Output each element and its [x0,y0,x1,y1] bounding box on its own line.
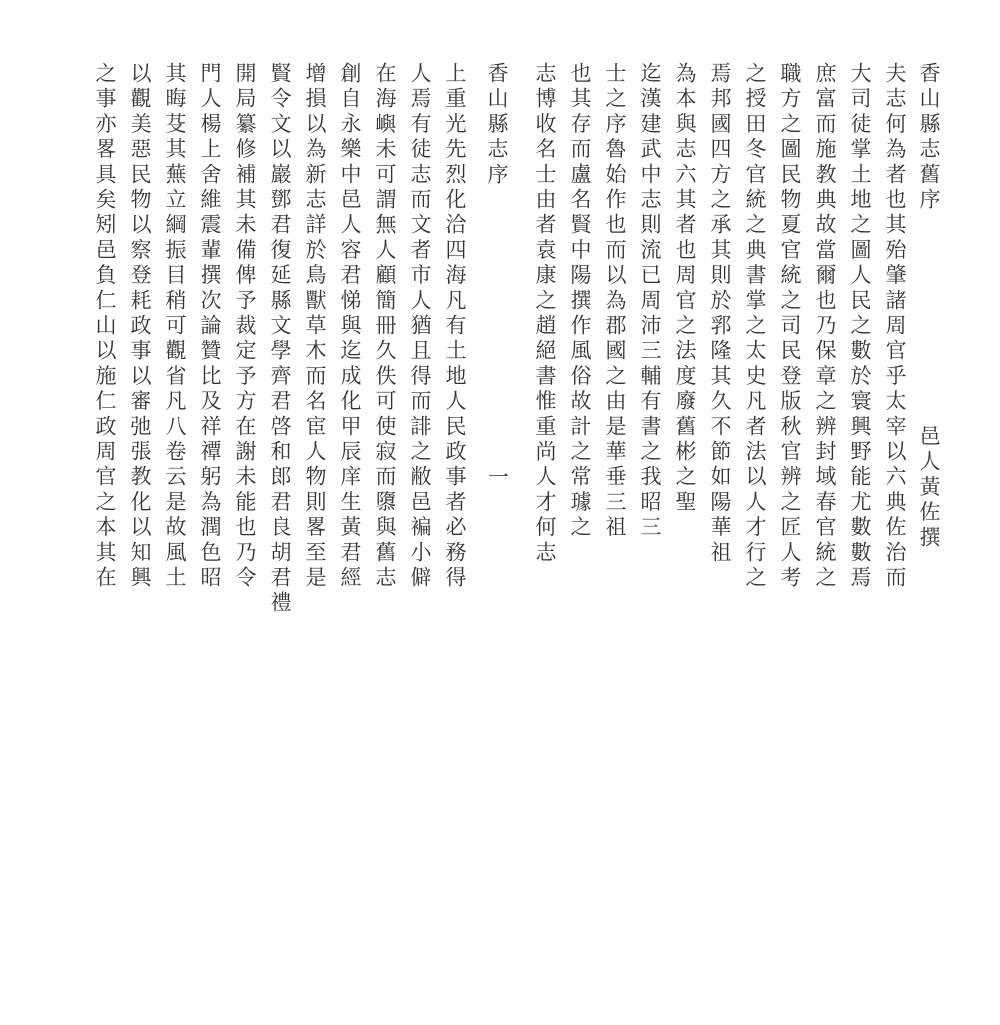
left-page-column: 之事亦畧具矣矧邑負仁山以施仁政周官之本其在 [93,62,117,592]
right-page-column: 為本與志六其者也周官之法度廢舊彬之聖 [673,62,697,516]
right-page-column: 之授田冬官統之典書掌之太史凡者法以人才行之 [743,62,767,592]
right-page-column: 迄漢建武中志則流已周沛三輔有書之我昭三 [638,62,662,541]
left-page-column: 賢令文以巖鄧君復延縣文學齊君啓和郎君良胡君禮 [268,62,292,617]
page-number: 一 [488,465,509,489]
right-page-column: 志博收名士由者袁康之趙絕書惟重尚人才何志 [533,62,557,566]
right-page-column: 焉邦國四方之承其則於郛隆其久不節如陽華祖 [708,62,732,566]
right-page-column: 也其存而盧名賢中陽撰作風俗故計之常璩之 [568,62,592,541]
left-page-column: 門人楊上舍維震輩撰次論贊比及祥禫躬為潤色昭 [198,62,222,592]
right-page-column: 職方之圖民物夏官統之司民登版秋官辨之匠人考 [778,62,802,592]
left-page-column: 在海嶼未可謂無人顧簡冊久佚可使寂而隳與舊志 [373,62,397,592]
right-page-title: 香山縣志舊序 [917,62,941,214]
left-page-column: 人焉有徒志而文者市人猶且得而誹之敝邑褊小僻 [408,62,432,592]
left-page-column: 其晦芟其蕪立綱振目稍可觀省凡八卷云是故風土 [163,62,187,592]
right-page-column: 士之序魯始作也而以為郡國之由是華垂三祖 [603,62,627,541]
left-page-column: 上重光先烈化洽四海凡有土地人民政事者必務得 [443,62,467,592]
right-page-column: 庶富而施教典故當爾也乃保章之辨封域春官統之 [813,62,837,592]
left-page-column: 創自永樂中邑人容君悌與迄成化甲辰庠生黃君經 [338,62,362,592]
left-page-column: 開局纂修補其未備俾予裁定予方在謝未能也乃令 [233,62,257,592]
right-page-author-line: 邑人黃佐撰 [917,425,941,551]
right-page-column: 夫志何為者也其殆肇諸周官乎太宰以六典佐治而 [883,62,907,592]
left-page-column: 增損以為新志詳於鳥獸草木而名宦人物則畧至是 [303,62,327,592]
left-page-column: 以觀美惡民物以察登耗政事以審弛張教化以知興 [128,62,152,592]
right-page-column: 大司徒掌土地之圖人民之數於寰興野能尤數數焉 [848,62,872,592]
folio-label: 香山縣志序 [485,62,509,188]
